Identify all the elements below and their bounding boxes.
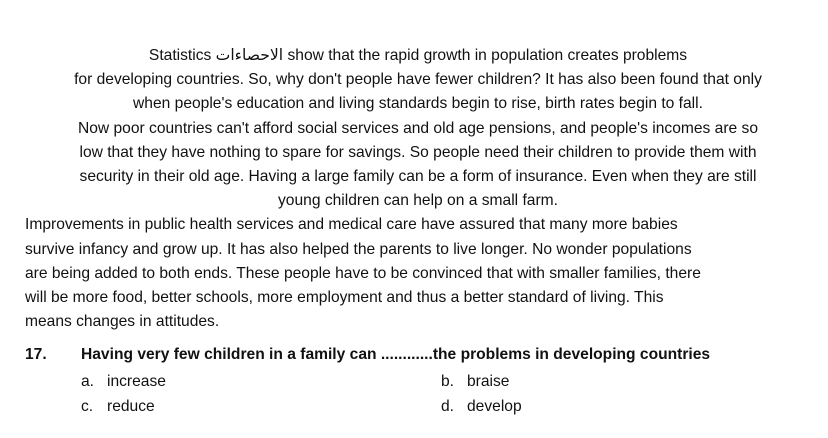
option-a[interactable] [81,370,166,394]
question-stem [25,346,815,370]
option-c[interactable] [81,395,155,419]
question-text: Having very few children in a family can ............the problems in developing countries [81,346,711,363]
option-d[interactable] [441,395,522,419]
option-text: increase [107,373,166,390]
option-letter: c. [81,398,94,415]
passage-line: young children can help on a small farm. [278,192,558,210]
passage-line: for developing countries. So, why don't people have fewer children? It has also been found that only [74,71,762,89]
option-letter: a. [81,373,95,390]
passage-line: survive infancy and grow up. It has also helped the parents to live longer. No wonder populations [25,240,692,258]
passage-paragraph-1 [25,44,811,117]
option-text: develop [467,398,522,415]
passage-line: when people's education and living standards begin to rise, birth rates begin to fall. [133,95,703,113]
option-b[interactable] [441,370,509,394]
passage-line: will be more food, better schools, more employment and thus a better standard of living. This [25,289,664,307]
question-number: 17. [25,346,47,363]
answer-options [25,370,815,420]
passage-line: low that they have nothing to spare for savings. So people need their children to provide them with [79,143,757,161]
passage-line: Now poor countries can't afford social services and old age pensions, and people's incomes are so [77,119,759,137]
passage-line: Statistics الاحصاءات show that the rapid growth in population creates problems [148,47,688,64]
passage-paragraph-3 [25,213,811,334]
option-letter: d. [441,398,455,415]
passage-line: Improvements in public health services and medical care have assured that many more babies [25,216,678,234]
passage-line: means changes in attitudes. [25,313,220,331]
passage-paragraph-2 [25,117,811,214]
reading-passage [25,44,811,334]
option-text: braise [467,373,510,390]
option-letter: b. [441,373,455,390]
passage-line: security in their old age. Having a large family can be a form of insurance. Even when they are still [79,168,757,186]
question-17 [25,346,815,420]
passage-line: are being added to both ends. These people have to be convinced that with smaller families, there [25,264,701,282]
option-text: reduce [107,398,155,415]
